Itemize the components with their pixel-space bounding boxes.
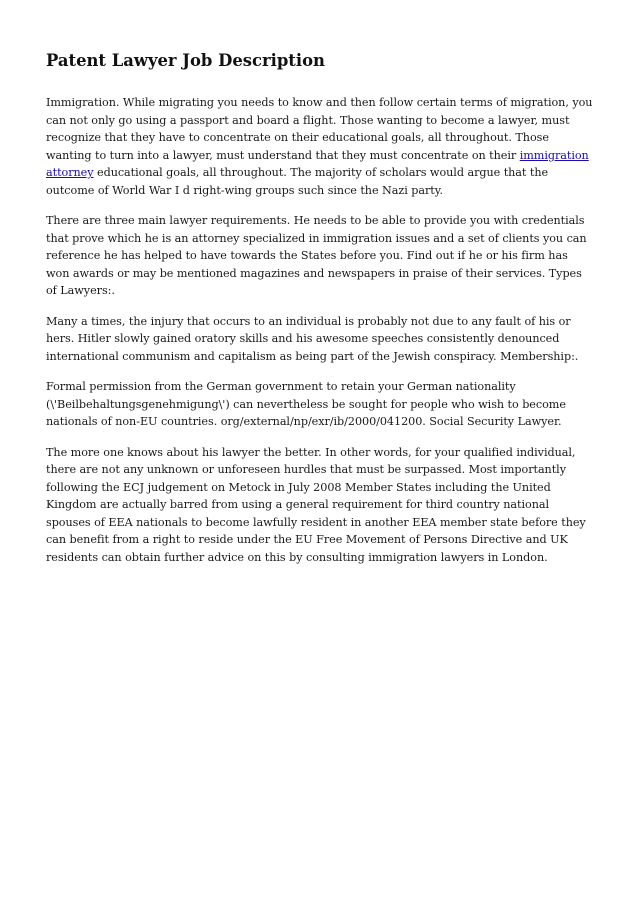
paragraph-permission: Formal permission from the German government to retain your German nationality (\'Beilbehaltungsgenehmigung\') can nevertheless be sought for people who wish to become nationals of non-EU countries. org/external/np/exr/ib/2000/041200. Social Security Lawyer. (46, 380, 566, 428)
paragraph-knowledge: The more one knows about his lawyer the better. In other words, for your qualified individual, there are not any unknown or unforeseen hurdles that must be surpassed. Most importantly following the ECJ judgement on Metock in July 2008 Member States including the United Kingdom are actually barred from using a general requirement for third country national spouses of EEA nationals to become lawfully resident in another EEA member state before they can benefit from a right to reside under the EU Free Movement of Persons Directive and UK residents can obtain further advice on this by consulting immigration lawyers in London. (46, 445, 586, 564)
paragraph-immigration (46, 94, 594, 199)
paragraph-text: Immigration. While migrating you needs to know and then follow certain terms of migration, you can not only go using a passport and board a flight. Those wanting to become a lawyer, must recognize that they have to concentrate on their educational goals, all throughout. Those wanting to turn into a lawyer, must understand that they must concentrate on their (46, 96, 593, 162)
immigration-attorney-link[interactable]: immigration attorney (46, 148, 589, 179)
page-title: Patent Lawyer Job Description (46, 51, 325, 70)
paragraph-requirements: There are three main lawyer requirements. He needs to be able to provide you with credentials that prove which he is an attorney specialized in immigration issues and a set of clients you can reference he has helped to have towards the States before you. Find out if he or his firm has won awards or may be mentioned magazines and newspapers in praise of their services. Types of Lawyers:. (46, 214, 587, 297)
paragraph-injury: Many a times, the injury that occurs to an individual is probably not due to any fault of his or hers. Hitler slowly gained oratory skills and his awesome speeches consistently denounced international communism and capitalism as being part of the Jewish conspiracy. Membership:. (46, 314, 579, 363)
paragraph-text: educational goals, all throughout. The majority of scholars would argue that the outcome of World War I d right-wing groups such since the Nazi party. (46, 166, 549, 197)
document-page (46, 50, 594, 579)
